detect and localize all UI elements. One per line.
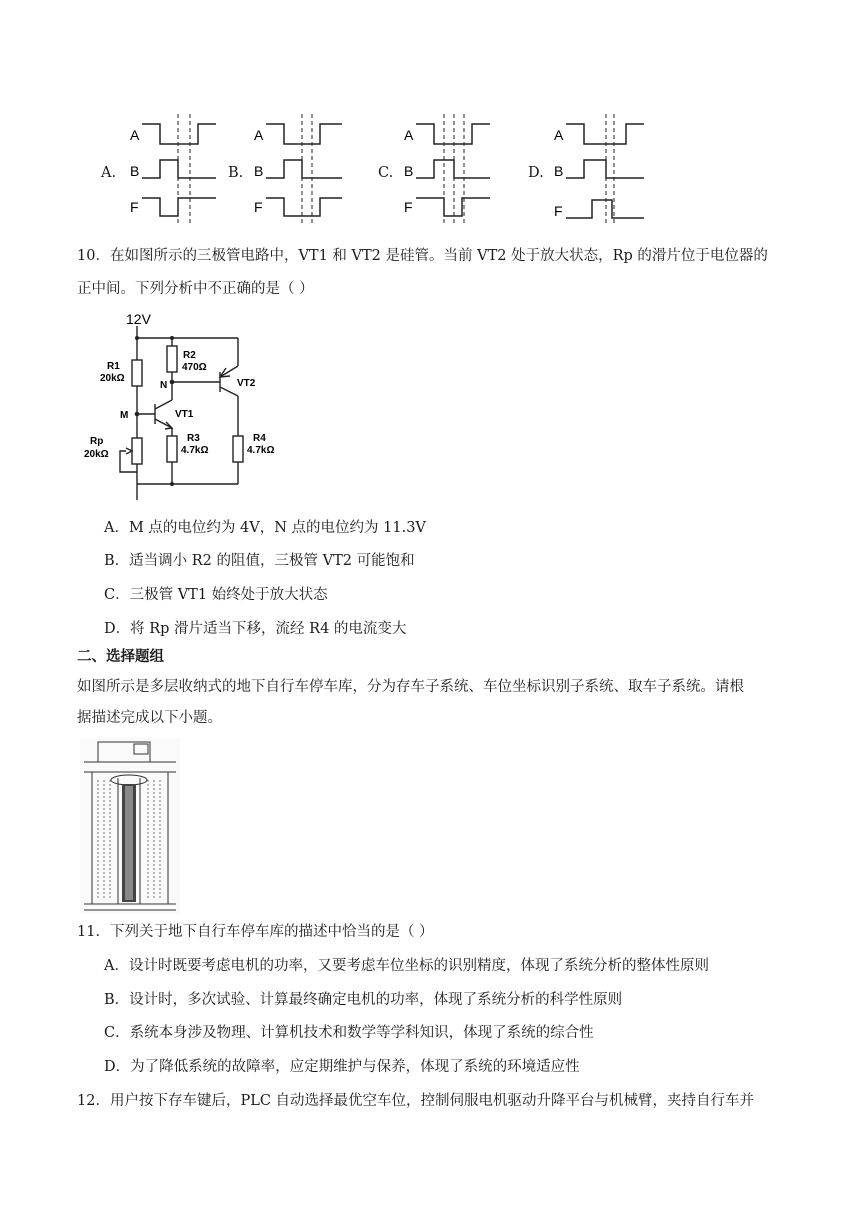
wave-label-f: F: [404, 199, 413, 215]
r3-value: 4.7kΩ: [181, 445, 209, 456]
wave-label-a: A: [404, 127, 414, 143]
waveform-diagram-c: [398, 100, 498, 228]
r1-label: R1: [107, 361, 120, 372]
wave-label-a: A: [254, 127, 264, 143]
transistor-circuit-diagram: [80, 308, 280, 508]
wave-label-b: B: [130, 163, 140, 179]
wave-label-f: F: [254, 199, 263, 215]
r4-label: R4: [253, 433, 266, 444]
option-letter-c: C.: [378, 165, 394, 181]
waveform-diagram-b: [250, 100, 350, 228]
waveform-diagram-d: [550, 100, 650, 228]
node-m-label: M: [120, 410, 129, 421]
wave-label-b: B: [404, 163, 414, 179]
r2-value: 470Ω: [182, 362, 207, 373]
section-intro-line1: 如图所示是多层收纳式的地下自行车停车库，分为存车子系统、车位坐标识别子系统、取车子系统。请根: [77, 679, 744, 695]
option-letter-a: A.: [101, 165, 117, 181]
q11-option-a[interactable]: A．设计时既要考虑电机的功率，又要考虑车位坐标的识别精度，体现了系统分析的整体性原则: [104, 958, 709, 974]
r3-label: R3: [187, 433, 200, 444]
q10-stem-line2: 正中间。下列分析中不正确的是（ ）: [77, 281, 314, 297]
section-intro-line2: 据描述完成以下小题。: [77, 710, 222, 726]
r4-value: 4.7kΩ: [247, 445, 275, 456]
wave-label-f: F: [130, 199, 139, 215]
rp-label: Rp: [90, 436, 104, 447]
waveform-options: [0, 100, 860, 230]
wave-label-a: A: [130, 127, 140, 143]
option-letter-d: D.: [528, 165, 544, 181]
wave-label-b: B: [554, 163, 564, 179]
wave-label-b: B: [254, 163, 264, 179]
q12-stem: 12．用户按下存车键后，PLC 自动选择最优空车位，控制伺服电机驱动升降平台与机械臂，夹持自行车并: [77, 1093, 755, 1109]
q11-stem: 11．下列关于地下自行车停车库的描述中恰当的是（ ）: [77, 924, 434, 940]
waveform-diagram-a: [124, 100, 224, 228]
r1-value: 20kΩ: [100, 373, 125, 384]
q10-option-a[interactable]: A．M 点的电位约为 4V，N 点的电位约为 11.3V: [104, 520, 426, 536]
section-heading: 二、选择题组: [77, 648, 164, 665]
q10-option-c[interactable]: C．三极管 VT1 始终处于放大状态: [104, 587, 328, 603]
node-n-label: N: [160, 380, 168, 391]
vt2-label: VT2: [237, 378, 256, 389]
q11-option-c[interactable]: C．系统本身涉及物理、计算机技术和数学等学科知识，体现了系统的综合性: [104, 1025, 594, 1041]
wave-label-f: F: [554, 203, 563, 219]
q10-option-b[interactable]: B．适当调小 R2 的阻值，三极管 VT2 可能饱和: [104, 553, 415, 569]
supply-label: 12V: [126, 311, 151, 327]
rp-value: 20kΩ: [84, 449, 109, 460]
r2-label: R2: [183, 350, 196, 361]
q11-option-d[interactable]: D．为了降低系统的故障率，应定期维护与保养，体现了系统的环境适应性: [104, 1059, 580, 1075]
bicycle-garage-image: [80, 738, 180, 914]
option-letter-b: B.: [228, 165, 244, 181]
wave-label-a: A: [554, 127, 564, 143]
q11-option-b[interactable]: B．设计时，多次试验、计算最终确定电机的功率，体现了系统分析的科学性原则: [104, 992, 623, 1008]
q10-stem-line1: 10．在如图所示的三极管电路中，VT1 和 VT2 是硅管。当前 VT2 处于放大状态，Rp 的滑片位于电位器的: [77, 248, 768, 264]
q10-option-d[interactable]: D．将 Rp 滑片适当下移，流经 R4 的电流变大: [104, 621, 407, 637]
vt1-label: VT1: [175, 409, 194, 420]
